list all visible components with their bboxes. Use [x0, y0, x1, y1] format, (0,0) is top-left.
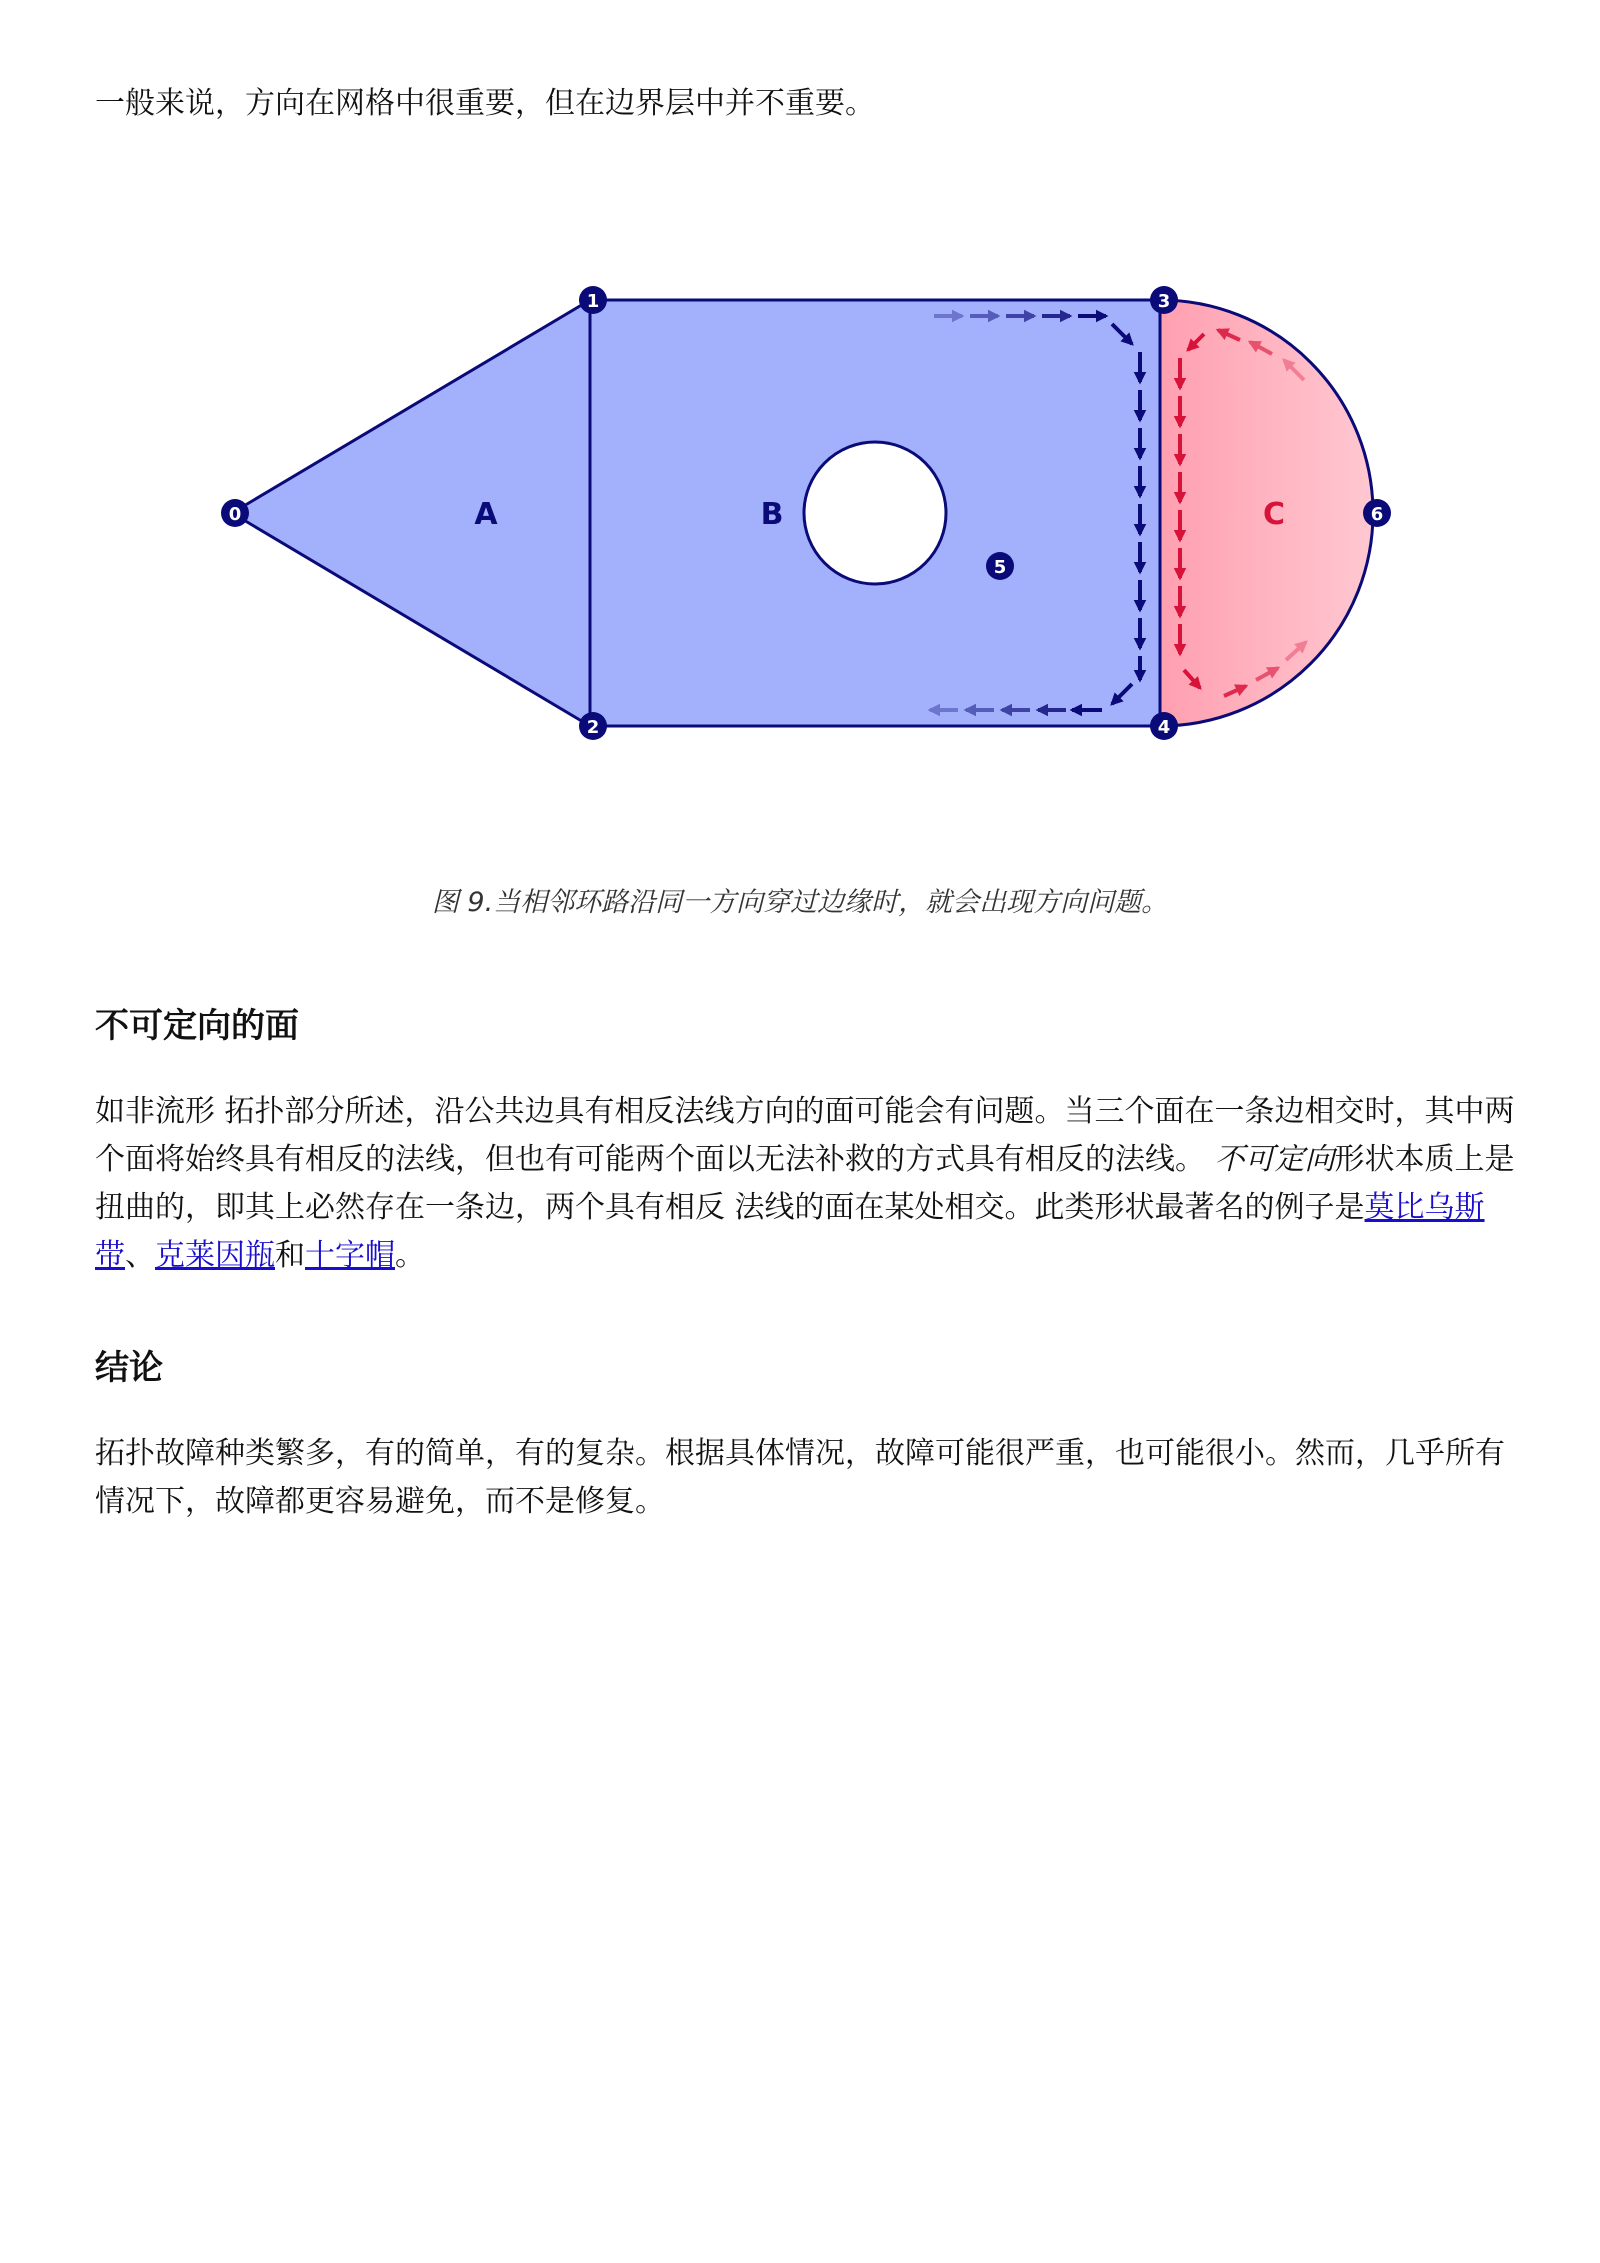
svg-text:0: 0	[228, 504, 242, 525]
mobius-strip-link[interactable]: 莫比乌斯带	[95, 1190, 1485, 1273]
svg-text:3: 3	[1157, 291, 1171, 312]
section-heading-conclusion: 结论	[95, 1348, 163, 1388]
section-paragraph-non-orientable	[95, 1088, 1525, 1280]
vertex-6	[1363, 499, 1391, 527]
vertex-3	[1150, 286, 1178, 314]
face-label-c: C	[1262, 497, 1286, 532]
section-heading-non-orientable: 不可定向的面	[95, 1006, 299, 1046]
svg-text:4: 4	[1157, 717, 1171, 738]
svg-text:1: 1	[586, 291, 600, 312]
vertex-0	[221, 499, 249, 527]
paragraph-text: 如非流形 拓扑部分所述，沿公共边具有相反法线方向的面可能会有问题。当三个面在一条边相交时，其中两个面将始终具有相反的法线，但也有可能两个面以无法补救的方式具有相反的法线。	[95, 1094, 1515, 1177]
svg-text:2: 2	[586, 717, 600, 738]
svg-text:6: 6	[1370, 504, 1384, 525]
svg-text:5: 5	[993, 557, 1007, 578]
vertex-1	[579, 286, 607, 314]
paragraph-end: 。	[395, 1238, 425, 1273]
cross-cap-link[interactable]: 十字帽	[305, 1238, 395, 1273]
italic-term: 不可定向	[1214, 1142, 1335, 1177]
face-label-a: A	[474, 497, 498, 532]
vertex-2	[579, 712, 607, 740]
intro-paragraph: 一般来说，方向在网格中很重要，但在边界层中并不重要。	[95, 86, 875, 121]
separator: 、	[125, 1238, 155, 1273]
vertex-4	[1150, 712, 1178, 740]
face-a	[232, 300, 590, 726]
paragraph-text: 形状本质上是扭曲的，即其上必然存在一条边，两个具有相反 法线的面在某处相交。此类形状最著名的例子是	[95, 1142, 1515, 1225]
face-b	[590, 300, 1160, 726]
figure-caption: 图 9.当相邻环路沿同一方向穿过边缘时，就会出现方向问题。	[431, 887, 1169, 918]
klein-bottle-link[interactable]: 克莱因瓶	[155, 1238, 275, 1273]
separator: 和	[275, 1238, 305, 1273]
vertex-5	[986, 552, 1014, 580]
face-label-b: B	[760, 497, 784, 532]
section-paragraph-conclusion: 拓扑故障种类繁多，有的简单，有的复杂。根据具体情况，故障可能很严重，也可能很小。然而，几乎所有情况下，故障都更容易避免，而不是修复。	[95, 1436, 1505, 1519]
orientation-diagram	[0, 230, 1600, 830]
